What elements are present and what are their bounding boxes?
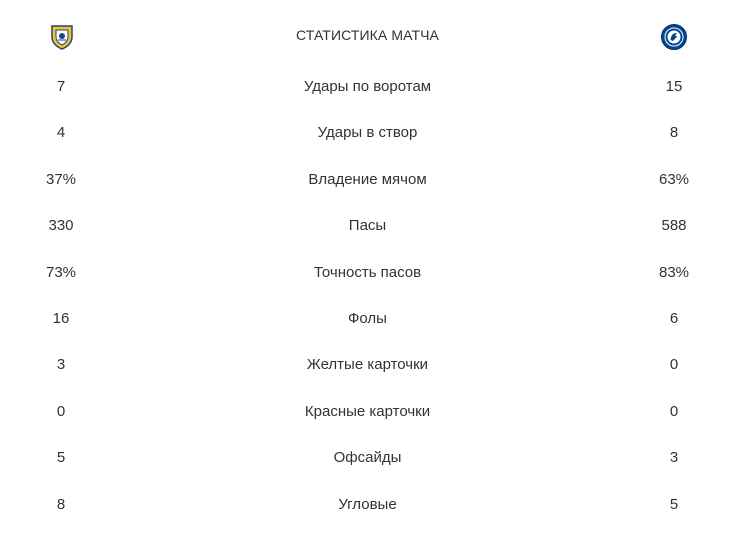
away-team-value: 0 (669, 402, 679, 420)
home-team-value: 8 (56, 495, 66, 513)
away-team-value: 5 (669, 495, 679, 513)
home-team-value: 0 (56, 402, 66, 420)
away-team-value: 0 (669, 356, 679, 374)
stat-row-pass-accuracy (0, 250, 730, 296)
stat-label: Точность пасов (313, 263, 422, 281)
leeds-united-crest-icon (48, 23, 76, 51)
stat-row-red-cards (0, 389, 730, 435)
away-team-value: 8 (669, 124, 679, 142)
away-team-value: 3 (669, 449, 679, 467)
stat-label: Красные карточки (304, 402, 431, 420)
away-team-value: 63% (658, 170, 690, 188)
away-team-value: 15 (665, 78, 683, 95)
away-team-value: 83% (658, 263, 690, 281)
stat-label: Желтые карточки (306, 356, 429, 374)
home-team-value: 3 (56, 356, 66, 374)
stat-label: Пасы (348, 217, 387, 235)
home-team-value: 5 (56, 449, 66, 467)
stat-row-yellow-cards (0, 342, 730, 388)
stat-row-offsides (0, 435, 730, 481)
away-team-value: 588 (661, 217, 687, 235)
home-team-value: 73% (45, 263, 77, 281)
stat-row-passes (0, 203, 730, 249)
match-stats-table (0, 64, 730, 528)
stat-label: Угловые (338, 495, 397, 513)
stat-row-fouls (0, 296, 730, 342)
stat-row-possession (0, 157, 730, 203)
away-team-value: 6 (669, 309, 679, 327)
stat-row-shots-on-target (0, 110, 730, 156)
stat-label: Фолы (348, 309, 387, 327)
page-title: СТАТИСТИКА МАТЧА (296, 27, 439, 43)
match-stats-header (0, 0, 730, 72)
chelsea-crest-icon (660, 23, 688, 51)
stat-label: Офсайды (333, 449, 402, 467)
stat-row-shots (0, 64, 730, 110)
home-team-value: 330 (48, 217, 74, 235)
stat-label: Удары в створ (317, 124, 418, 142)
home-team-value: 37% (45, 170, 77, 188)
stat-row-corners (0, 482, 730, 528)
stat-label: Владение мячом (308, 170, 427, 188)
home-team-value: 16 (52, 309, 70, 327)
home-team-value: 4 (56, 124, 66, 142)
home-team-value: 7 (56, 78, 66, 95)
stat-label: Удары по воротам (303, 78, 432, 95)
